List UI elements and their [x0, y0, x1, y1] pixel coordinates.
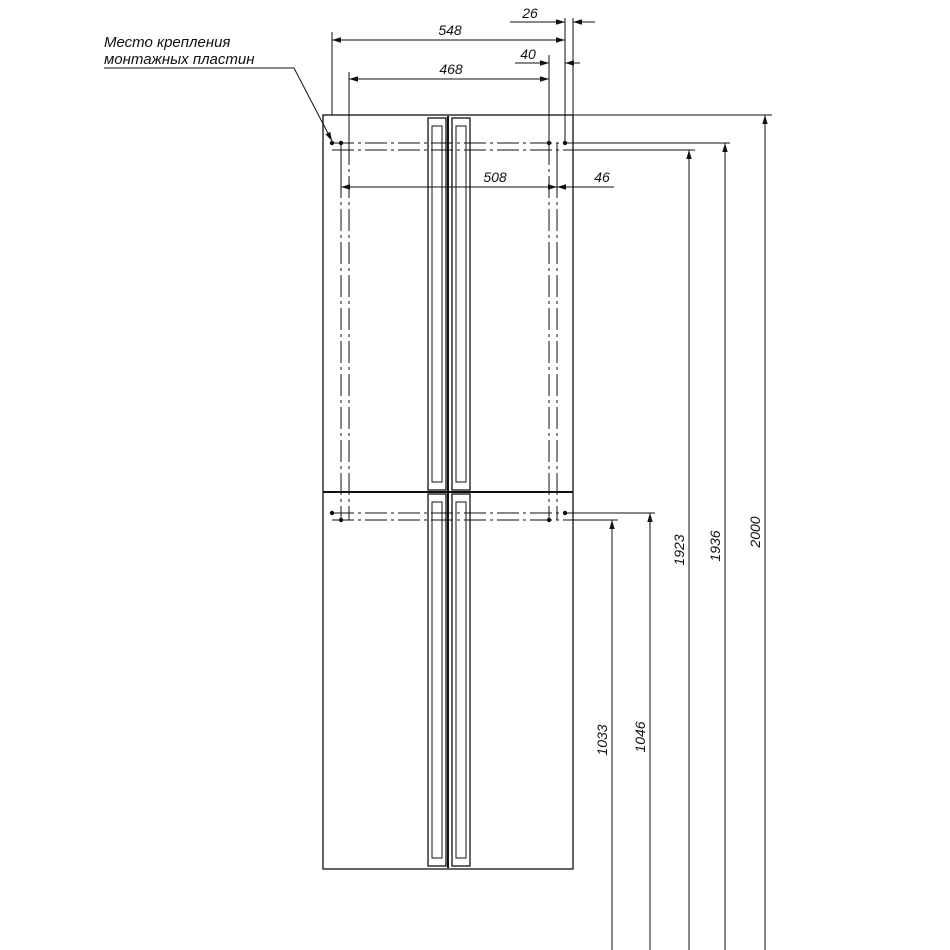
dim-label-1923: 1923: [671, 534, 687, 566]
dim-label-468: 468: [439, 61, 463, 77]
dim-label-1046: 1046: [632, 721, 648, 753]
dim-top-offset: [510, 5, 595, 22]
dim-edge-offset: [557, 169, 614, 187]
callout-line-1: Место крепления: [104, 34, 231, 51]
mounting-plate-callout: [104, 34, 332, 141]
dim-label-2000: 2000: [747, 516, 763, 548]
dim-height-1046: [632, 513, 650, 950]
dim-height-1936: [707, 143, 725, 950]
dim-label-26: 26: [522, 5, 538, 21]
dim-label-548: 548: [438, 22, 462, 38]
dim-side-offset: [515, 46, 580, 63]
dim-overall-width: [332, 22, 565, 40]
dim-label-40: 40: [520, 46, 536, 62]
dim-label-1033: 1033: [594, 724, 610, 756]
callout-line-2: монтажных пластин: [104, 51, 255, 68]
dim-label-508: 508: [483, 169, 507, 185]
dim-height-1033: [594, 520, 612, 950]
dim-label-1936: 1936: [707, 530, 723, 562]
dim-inner-width: [349, 61, 549, 79]
dim-height-total: [747, 115, 765, 950]
dim-height-1923: [671, 150, 689, 950]
dim-label-46: 46: [594, 169, 610, 185]
extension-lines: [332, 18, 772, 520]
